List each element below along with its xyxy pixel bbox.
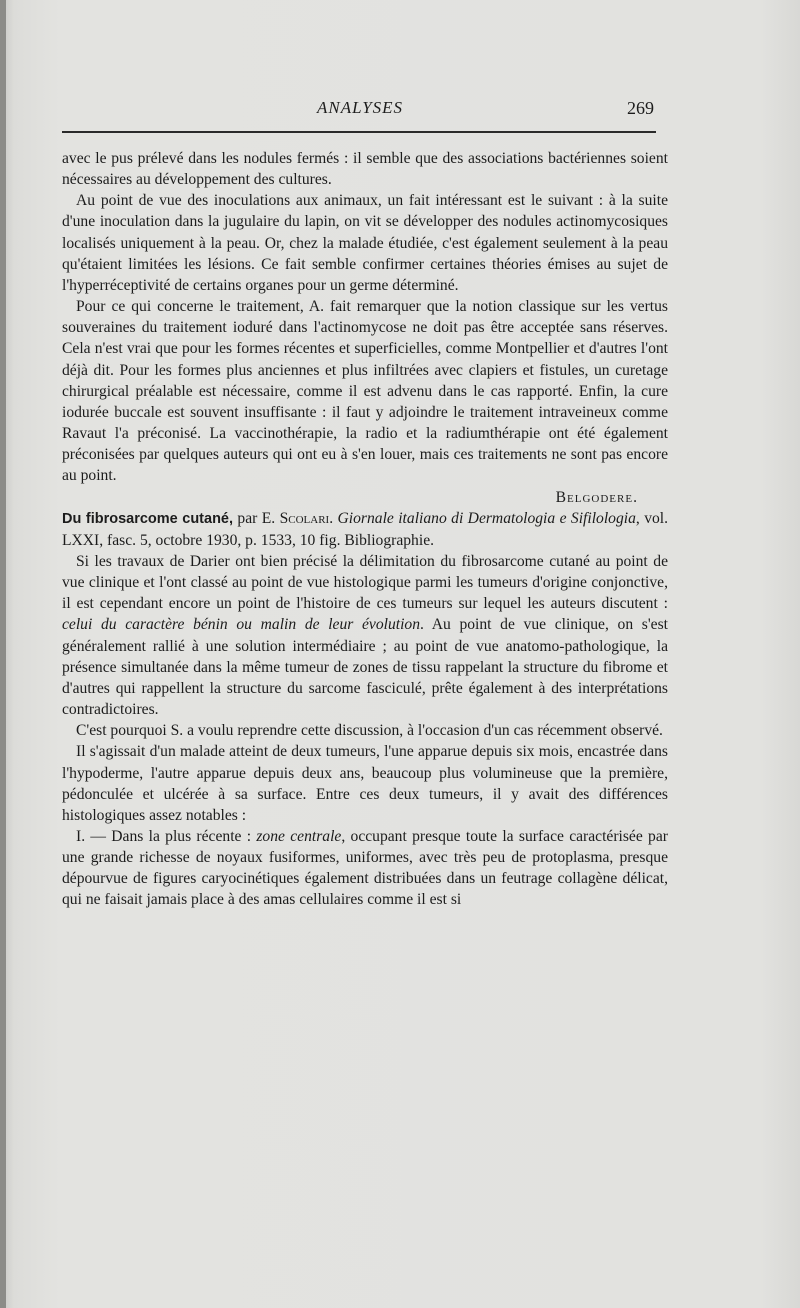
paragraph-text: , occupant presque toute la surface caractérisée par une grande richesse de noyaux fusiformes, uniformes, avec très peu de protoplasma, presque dépourvue de figures caryocinétiques également distribuées dans un feutrage collagène délicat, qui ne faisait jamais place à des amas cellulaires comme il est si bbox=[62, 828, 668, 909]
paragraph-text: I. — Dans la plus récente : bbox=[76, 828, 257, 845]
running-header bbox=[62, 96, 658, 126]
article-title: Du fibrosarcome cutané, bbox=[62, 510, 234, 527]
article-citation: , vol. LXXI, fasc. 5, octobre 1930, p. 1533, 10 fig. Bibliographie. bbox=[62, 509, 669, 549]
page-number: 269 bbox=[627, 98, 654, 118]
paragraph-text: Si les travaux de Darier ont bien précisé la délimitation du fibrosarcome cutané au point de vue clinique et l'ont classé au point de vue histologique parmi les tumeurs d'origine conjonctive, il est cependant encore un point de l'histoire de ces tumeurs sur lequel les auteurs discutent : bbox=[62, 552, 668, 613]
article-heading bbox=[62, 508, 668, 551]
paragraph-text: . Au point de vue clinique, on s'est généralement rallié à une solution intermédiaire ; au point de vue anatomo-pathologique, la présence simultanée dans la même tumeur de zones de tissu rappelant la structure du fibrome et d'autres qui rappellent la structure du sarcome fasciculé, prête également à des interprétations contradictoires. bbox=[62, 616, 668, 719]
paragraph: avec le pus prélevé dans les nodules fermés : il semble que des associations bactériennes soient nécessaires au développement des cultures. bbox=[62, 150, 668, 189]
paragraph: Au point de vue des inoculations aux animaux, un fait intéressant est le suivant : à la suite d'une inoculation dans la jugulaire du lapin, on vit se développer des nodules actinomycosiques localisés uniquement à la peau. Or, chez la malade étudiée, c'est également seulement à la peau qu'étaient limitées les lésions. Ce fait semble confirmer certaines théories émises au sujet de l'hyperréceptivité de certains organes pour un germe déterminé. bbox=[62, 192, 668, 294]
paragraph bbox=[62, 826, 668, 911]
paragraph: Pour ce qui concerne le traitement, A. fait remarquer que la notion classique sur les vertus souveraines du traitement ioduré dans l'actinomycose ne doit pas être acceptée sans réserves. Cela n'est vrai que pour les formes récentes et superficielles, comme Montpellier et d'autres l'ont déjà dit. Pour les formes plus anciennes et plus infiltrées avec clapiers et fistules, un curetage chirurgical préalable est nécessaire, comme il est advenu dans le cas rapporté. Enfin, la cure iodurée buccale est souvent insuffisante : il faut y adjoindre le traitement intraveineux comme Ravaut l'a préconisé. La vaccinothérapie, la radio et la radiumthérapie ont été également préconisées par quelques auteurs qui ont eu à s'en louer, mais ces traitements ne sont pas encore au point. bbox=[62, 298, 668, 485]
paragraph: Il s'agissait d'un malade atteint de deux tumeurs, l'une apparue depuis six mois, encastrée dans l'hypoderme, l'autre apparue depuis deux ans, beaucoup plus volumineuse que la première, pédonculée et ulcérée à sa surface. Entre ces deux tumeurs, il y avait des différences histologiques assez notables : bbox=[62, 743, 668, 824]
paragraph bbox=[62, 551, 668, 720]
emphasis-text: celui du caractère bénin ou malin de leur évolution bbox=[62, 616, 421, 634]
emphasis-text: zone centrale bbox=[256, 828, 342, 845]
article-by: par E. bbox=[233, 509, 280, 527]
page-binding-edge bbox=[0, 0, 6, 1308]
article-author: Scolari bbox=[279, 509, 330, 527]
signature: Belgodere. bbox=[555, 488, 638, 506]
paragraph: C'est pourquoi S. a voulu reprendre cette discussion, à l'occasion d'un cas récemment observé. bbox=[76, 722, 663, 740]
article-journal: Giornale italiano di Dermatologia e Sifilologia bbox=[337, 509, 636, 527]
running-title: ANALYSES bbox=[316, 98, 404, 117]
body-text bbox=[62, 148, 668, 911]
article-sep: . bbox=[329, 509, 338, 527]
header-rule bbox=[62, 131, 656, 133]
